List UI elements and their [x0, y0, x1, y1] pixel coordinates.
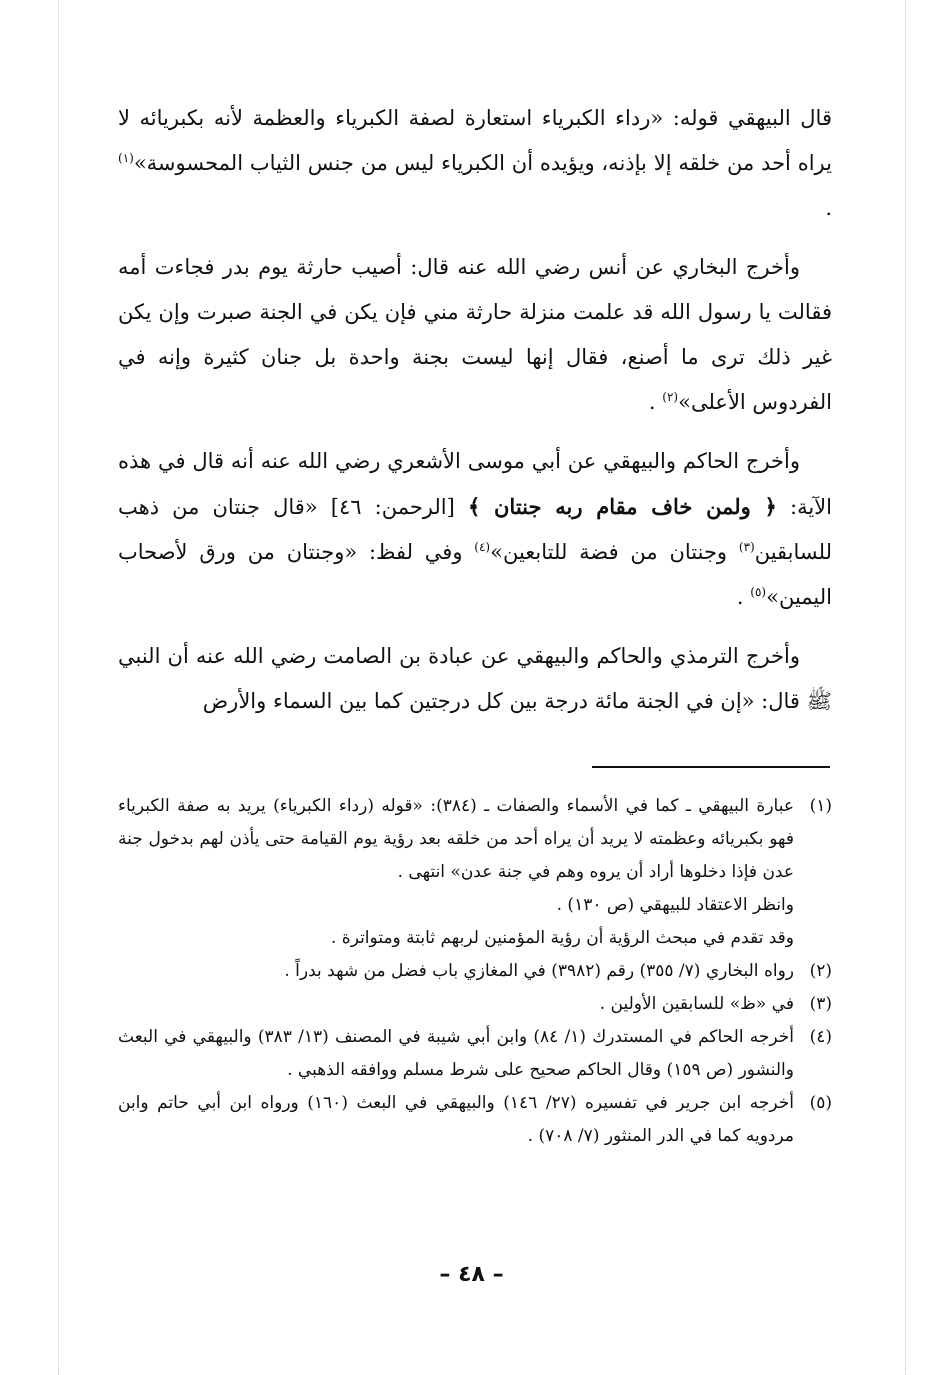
footnote-number: (٤): [809, 1027, 832, 1047]
footnote-3: [118, 988, 832, 1021]
paragraph-2-text: وأخرج البخاري عن أنس رضي الله عنه قال: أصيب حارثة يوم بدر فجاءت أمه فقالت يا رسول الله قد علمت منزلة حارثة مني فإن يكن في الجنة صبرت وإن يكن غير ذلك ترى ما أصنع، فقال إنها ليست بجنة واحدة بل جنان كثيرة وإنه في الفردوس الأعلى»: [118, 255, 832, 414]
footnote-2: [118, 955, 832, 988]
paragraph-3: وأخرج الحاكم والبيهقي عن أبي موسى الأشعري رضي الله عنه أنه قال في هذه الآية: ﴿ ولمن خاف مقام ربه جنتان ﴾ [الرحمن: ٤٦] «قال جنتان من ذهب للسابقين$^{(٣)}$ وجنتان من فضة للتابعين»$^{(٤)}$ وفي لفظ: «وجنتان من ورق لأصحاب اليمين»$^{(٥)}$ .: [118, 449, 832, 609]
footnote-body: أخرجه الحاكم في المستدرك (١/ ٨٤) وابن أبي شيبة في المصنف (١٣/ ٣٨٣) والبيهقي في البعث والنشور (ص ١٥٩) وقال الحاكم صحيح على شرط مسلم ووافقه الذهبي .: [118, 1027, 795, 1080]
paragraph-1-text: قال البيهقي قوله: «رداء الكبرياء استعارة لصفة الكبرياء والعظمة لأنه بكبريائه لا يراه أحد من خلقه إلا بإذنه، ويؤيده أن الكبرياء ليس من جنس الثياب المحسوسة»: [118, 106, 832, 175]
footnote-number: (٢): [809, 961, 832, 981]
paragraph-1: قال البيهقي قوله: «رداء الكبرياء استعارة لصفة الكبرياء والعظمة لأنه بكبريائه لا يراه أحد من خلقه إلا بإذنه، ويؤيده أن الكبرياء ليس من جنس الثياب المحسوسة»$^{(١)}$ .: [118, 106, 832, 220]
paragraph-3-part-2: [الرحمن: ٤٦] «قال جنتان من ذهب للسابقين: [118, 495, 832, 564]
footnote-body: أخرجه ابن جرير في تفسيره (٢٧/ ١٤٦) والبيهقي في البعث (١٦٠) ورواه ابن أبي حاتم وابن مردويه كما في الدر المنثور (٧/ ٧٠٨) .: [118, 1093, 794, 1146]
paragraph-3-part-3: وجنتان من فضة للتابعين»: [490, 540, 728, 564]
main-text: [118, 96, 832, 738]
footnote-ref-3[interactable]: (٣): [738, 540, 755, 554]
footnote-number: (٣): [809, 994, 832, 1014]
paragraph-4-text: وأخرج الترمذي والحاكم والبيهقي عن عبادة بن الصامت رضي الله عنه أن النبي ﷺ قال: «إن في الجنة مائة درجة بين كل درجتين كما بين السماء والأرض: [118, 644, 832, 713]
footnote-separator: [592, 766, 830, 768]
page-edge-dotted-line: [905, 0, 906, 1375]
footnote-number: (١): [809, 796, 832, 816]
paragraph-3-part-1: وأخرج الحاكم والبيهقي عن أبي موسى الأشعري رضي الله عنه أنه قال في هذه الآية:: [118, 449, 832, 519]
footnote-line: وانظر الاعتقاد للبيهقي (ص ١٣٠) .: [556, 895, 794, 915]
footnote-ref-5[interactable]: (٥): [750, 585, 767, 599]
page-number: – ٤٨ –: [439, 1262, 504, 1287]
paragraph-4: [118, 634, 832, 724]
page-edge-dotted-line: [58, 0, 59, 1375]
footnote-body: في «ظ» للسابقين الأولين .: [599, 994, 794, 1014]
quran-verse: ﴿ ولمن خاف مقام ربه جنتان ﴾: [467, 494, 777, 519]
footnote-body: [118, 790, 794, 955]
footnote-ref-1[interactable]: (١): [118, 151, 134, 165]
footnote-ref-4[interactable]: (٤): [474, 540, 491, 554]
footnote-number: (٥): [809, 1093, 832, 1113]
footnote-1: [118, 790, 832, 955]
footnote-line: عبارة البيهقي ـ كما في الأسماء والصفات ـ (٣٨٤): «قوله (رداء الكبرياء) يريد به صفة الكبرياء فهو بكبريائه وعظمته لا يريد أن يراه أحد من خلقه بعد رؤية يوم القيامة حتى يأذن لهم بدخول جنة عدن فإذا دخلوها أراد أن يروه وهم في جنة عدن» انتهى .: [118, 796, 794, 882]
paragraph-2: وأخرج البخاري عن أنس رضي الله عنه قال: أصيب حارثة يوم بدر فجاءت أمه فقالت يا رسول الله قد علمت منزلة حارثة مني فإن يكن في الجنة صبرت وإن يكن غير ذلك ترى ما أصنع، فقال إنها ليست بجنة واحدة بل جنان كثيرة وإنه في الفردوس الأعلى»$^{(٢)}$ .: [118, 255, 832, 414]
footnote-4: [118, 1021, 832, 1087]
footnote-5: [118, 1087, 832, 1153]
footnote-body: رواه البخاري (٧/ ٣٥٥) رقم (٣٩٨٢) في المغازي باب فضل من شهد بدراً .: [284, 961, 794, 981]
footnote-ref-2[interactable]: (٢): [662, 390, 679, 404]
footnotes: [118, 790, 832, 1153]
footnote-line: وقد تقدم في مبحث الرؤية أن رؤية المؤمنين لربهم ثابتة ومتواترة .: [330, 928, 794, 948]
paragraph-3-part-4: وفي لفظ: «وجنتان من ورق لأصحاب اليمين»: [118, 540, 832, 609]
